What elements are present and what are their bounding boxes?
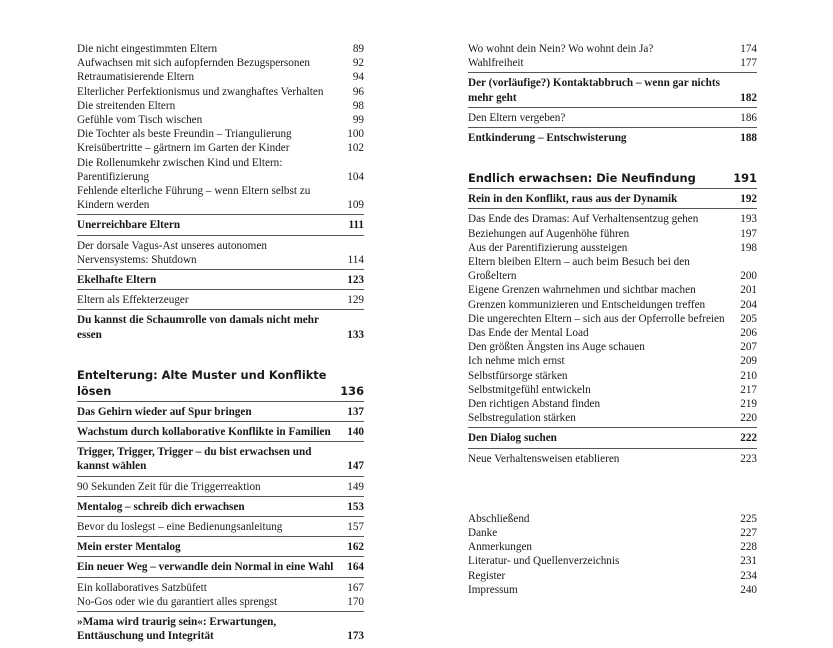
toc-section-entry [77, 313, 364, 341]
toc-section-entry [77, 615, 364, 643]
section-spacer [468, 466, 757, 512]
toc-entry-title: Bevor du loslegst – eine Bedienungsanleitung [77, 521, 283, 534]
toc-entry-title: Anmerkungen [468, 541, 533, 554]
toc-page-number: 186 [740, 111, 757, 124]
toc-page-number: 147 [347, 460, 364, 473]
toc-section-entry [77, 425, 364, 442]
toc-section-entry [77, 500, 364, 517]
toc-right-column [468, 42, 757, 597]
toc-page-number: 174 [740, 43, 757, 55]
toc-entry-title: Fehlende elterliche Führung – wenn Eltern selbst zu Kindern werden [77, 185, 311, 212]
toc-entry-title: Ein kollaboratives Satzbüfett [77, 581, 207, 594]
toc-entry [468, 354, 757, 368]
toc-entry [77, 127, 364, 141]
toc-section-entry [468, 431, 757, 448]
toc-section-entry [468, 192, 757, 209]
toc-page-number: 231 [740, 555, 757, 568]
toc-entry [468, 583, 757, 597]
toc-entry [77, 595, 364, 612]
toc-entry-title: Den Eltern vergeben? [468, 111, 566, 124]
toc-page-number: 192 [740, 193, 757, 206]
toc-section-entry [77, 405, 364, 422]
toc-entry-title: Mein erster Mentalog [77, 541, 181, 554]
toc-page-number: 182 [740, 91, 757, 104]
toc-entry-title: Selbstregulation stärken [468, 412, 576, 425]
toc-entry-title: Wahlfreiheit [468, 57, 524, 70]
toc-entry [468, 340, 757, 354]
toc-entry-title: Mentalog – schreib dich erwachsen [77, 500, 245, 513]
toc-section-entry [468, 131, 757, 145]
toc-entry [77, 581, 364, 595]
toc-page-number: 137 [347, 405, 364, 418]
toc-page-number: 177 [740, 57, 757, 70]
toc-page-number: 206 [740, 327, 757, 340]
toc-entry-title: Unerreichbare Eltern [77, 219, 181, 232]
toc-entry-title: Literatur- und Quellenverzeichnis [468, 555, 620, 568]
toc-section-entry [468, 76, 757, 107]
toc-page-number: 104 [347, 170, 364, 183]
toc-page-number: 167 [347, 581, 364, 594]
toc-section-entry [77, 218, 364, 235]
toc-section-entry [77, 273, 364, 290]
toc-page-number: 99 [352, 114, 364, 127]
toc-page-number: 240 [740, 583, 757, 596]
toc-entry [77, 113, 364, 127]
toc-entry [468, 283, 757, 297]
toc-entry-title: Neue Verhaltensweisen etablieren [468, 452, 620, 465]
toc-page-number: 188 [740, 132, 757, 145]
toc-entry [468, 526, 757, 540]
toc-entry-title: Register [468, 569, 506, 582]
toc-entry [77, 293, 364, 310]
section-spacer [77, 342, 364, 367]
toc-entry-title: Eigene Grenzen wahrnehmen und sichtbar machen [468, 284, 696, 297]
toc-entry [468, 241, 757, 255]
toc-page-number: 201 [740, 284, 757, 297]
toc-page-number: 207 [740, 341, 757, 354]
toc-section-entry [77, 445, 364, 476]
toc-page-number: 173 [347, 630, 364, 643]
toc-entry-title: Abschließend [468, 512, 530, 525]
toc-entry [468, 411, 757, 428]
toc-entry-title: Impressum [468, 583, 518, 596]
toc-entry [77, 42, 364, 56]
toc-entry [77, 184, 364, 215]
toc-page-number: 223 [740, 452, 757, 465]
toc-entry [468, 227, 757, 241]
toc-entry-title: Kreisübertritte – gärtnern im Garten der Kinder [77, 142, 290, 155]
toc-entry-title: Das Gehirn wieder auf Spur bringen [77, 405, 252, 418]
toc-section-entry [77, 540, 364, 557]
toc-entry-title: Das Ende der Mental Load [468, 327, 589, 340]
toc-entry [77, 70, 364, 84]
toc-entry-title: »Mama wird traurig sein«: Erwartungen, Enttäuschung und Integrität [77, 616, 277, 643]
toc-entry [468, 42, 757, 56]
toc-entry-title: Der (vorläufige?) Kontaktabbruch – wenn gar nichts mehr geht [468, 77, 720, 104]
toc-page-number: 157 [347, 521, 364, 534]
toc-entry-title: Den richtigen Abstand finden [468, 398, 601, 411]
toc-page-number: 210 [740, 369, 757, 382]
toc-entry [77, 141, 364, 155]
toc-entry [468, 554, 757, 568]
toc-entry [77, 156, 364, 184]
toc-chapter-heading [77, 367, 364, 402]
toc-page-number: 109 [347, 199, 364, 212]
toc-page-number: 225 [740, 512, 757, 525]
toc-entry [77, 520, 364, 537]
toc-entry [468, 569, 757, 583]
toc-page-number: 140 [347, 426, 364, 439]
toc-page-number: 197 [740, 227, 757, 240]
toc-entry [77, 480, 364, 497]
toc-page-number: 133 [347, 328, 364, 341]
toc-page-number: 153 [347, 500, 364, 513]
toc-entry-title: Selbstmitgefühl entwickeln [468, 383, 591, 396]
toc-page-number: 123 [347, 274, 364, 287]
toc-page-number: 98 [352, 99, 364, 112]
toc-page-number: 204 [740, 298, 757, 311]
toc-page-number: 222 [740, 432, 757, 445]
toc-entry-title: Selbstfürsorge stärken [468, 369, 568, 382]
toc-page-number: 228 [740, 541, 757, 554]
toc-page-number: 114 [347, 253, 364, 266]
toc-page-number: 102 [347, 142, 364, 155]
toc-entry [468, 383, 757, 397]
toc-entry-title: Den Dialog suchen [468, 432, 557, 445]
toc-entry-title: Ein neuer Weg – verwandle dein Normal in eine Wahl [77, 561, 334, 574]
toc-entry [468, 369, 757, 383]
toc-entry-title: Gefühle vom Tisch wischen [77, 114, 203, 127]
toc-entry [77, 239, 364, 270]
toc-entry [468, 452, 757, 466]
toc-entry [468, 212, 757, 226]
toc-page-number: 220 [740, 412, 757, 425]
toc-entry [77, 56, 364, 70]
toc-entry [468, 111, 757, 128]
toc-page-number: 111 [348, 219, 364, 232]
toc-entry-title: Endlich erwachsen: Die Neufindung [468, 171, 696, 186]
toc-entry-title: Wachstum durch kollaborative Konflikte in Familien [77, 426, 331, 439]
toc-page-number: 94 [352, 71, 364, 84]
toc-entry-title: 90 Sekunden Zeit für die Triggerreaktion [77, 480, 261, 493]
toc-page-number: 129 [347, 294, 364, 307]
toc-page-number: 205 [740, 312, 757, 325]
toc-entry-title: Aufwachsen mit sich aufopfernden Bezugspersonen [77, 57, 310, 70]
toc-page-number: 198 [740, 241, 757, 254]
toc-page-number: 193 [740, 213, 757, 226]
toc-page-number: 92 [352, 57, 364, 70]
toc-chapter-heading [468, 170, 757, 189]
toc-entry-title: No-Gos oder wie du garantiert alles sprengst [77, 595, 278, 608]
toc-entry [468, 540, 757, 554]
toc-entry-title: Eltern bleiben Eltern – auch beim Besuch bei den Großeltern [468, 256, 690, 283]
toc-page-number: 96 [352, 85, 364, 98]
toc-entry-title: Der dorsale Vagus-Ast unseres autonomen Nervensystems: Shutdown [77, 239, 267, 266]
toc-entry-title: Die Rollenumkehr zwischen Kind und Eltern: Parentifizierung [77, 156, 283, 183]
toc-entry-title: Die streitenden Eltern [77, 99, 176, 112]
toc-entry-title: Trigger, Trigger, Trigger – du bist erwachsen und kannst wählen [77, 446, 312, 473]
toc-entry-title: Danke [468, 527, 498, 540]
toc-section-entry [77, 560, 364, 577]
section-spacer [468, 145, 757, 170]
toc-entry-title: Die nicht eingestimmten Eltern [77, 43, 218, 55]
toc-entry-title: Den größten Ängsten ins Auge schauen [468, 341, 645, 354]
toc-entry [468, 312, 757, 326]
toc-entry [77, 85, 364, 99]
toc-entry [468, 326, 757, 340]
toc-entry-title: Die Tochter als beste Freundin – Triangulierung [77, 128, 292, 141]
toc-entry [468, 56, 757, 73]
toc-page-number: 149 [347, 480, 364, 493]
toc-page-number: 234 [740, 569, 757, 582]
toc-entry-title: Ekelhafte Eltern [77, 274, 157, 287]
toc-entry-title: Ich nehme mich ernst [468, 355, 565, 368]
toc-entry-title: Elterlicher Perfektionismus und zwanghaftes Verhalten [77, 85, 324, 98]
toc-page-number: 164 [347, 561, 364, 574]
toc-page-number: 191 [733, 171, 757, 186]
toc-entry-title: Grenzen kommunizieren und Entscheidungen treffen [468, 298, 706, 311]
toc-entry-title: Entelterung: Alte Muster und Konflikte lösen [77, 367, 327, 398]
toc-page-number: 162 [347, 541, 364, 554]
toc-left-column [77, 42, 364, 644]
toc-page-number: 217 [740, 383, 757, 396]
toc-entry-title: Du kannst die Schaumrolle von damals nicht mehr essen [77, 314, 319, 341]
toc-entry-title: Die ungerechten Eltern – sich aus der Opferrolle befreien [468, 312, 725, 325]
toc-entry-title: Entkinderung – Entschwisterung [468, 132, 627, 145]
toc-entry-title: Aus der Parentifizierung aussteigen [468, 241, 628, 254]
toc-entry-title: Das Ende des Dramas: Auf Verhaltensentzug gehen [468, 213, 699, 226]
toc-entry-title: Wo wohnt dein Nein? Wo wohnt dein Ja? [468, 43, 654, 55]
toc-page-number: 209 [740, 355, 757, 368]
toc-entry-title: Beziehungen auf Augenhöhe führen [468, 227, 630, 240]
toc-entry [77, 99, 364, 113]
toc-page-number: 227 [740, 527, 757, 540]
toc-page-number: 100 [347, 128, 364, 141]
toc-entry-title: Rein in den Konflikt, raus aus der Dynamik [468, 193, 678, 206]
toc-entry [468, 298, 757, 312]
toc-page-number: 219 [740, 398, 757, 411]
toc-page-number: 170 [347, 595, 364, 608]
toc-entry-title: Retraumatisierende Eltern [77, 71, 195, 84]
toc-entry-title: Eltern als Effekterzeuger [77, 294, 189, 307]
toc-page-number: 200 [740, 270, 757, 283]
toc-entry [468, 255, 757, 283]
toc-entry [468, 512, 757, 526]
toc-page-number: 136 [340, 383, 364, 398]
toc-entry [468, 397, 757, 411]
toc-page-number: 89 [352, 43, 364, 55]
